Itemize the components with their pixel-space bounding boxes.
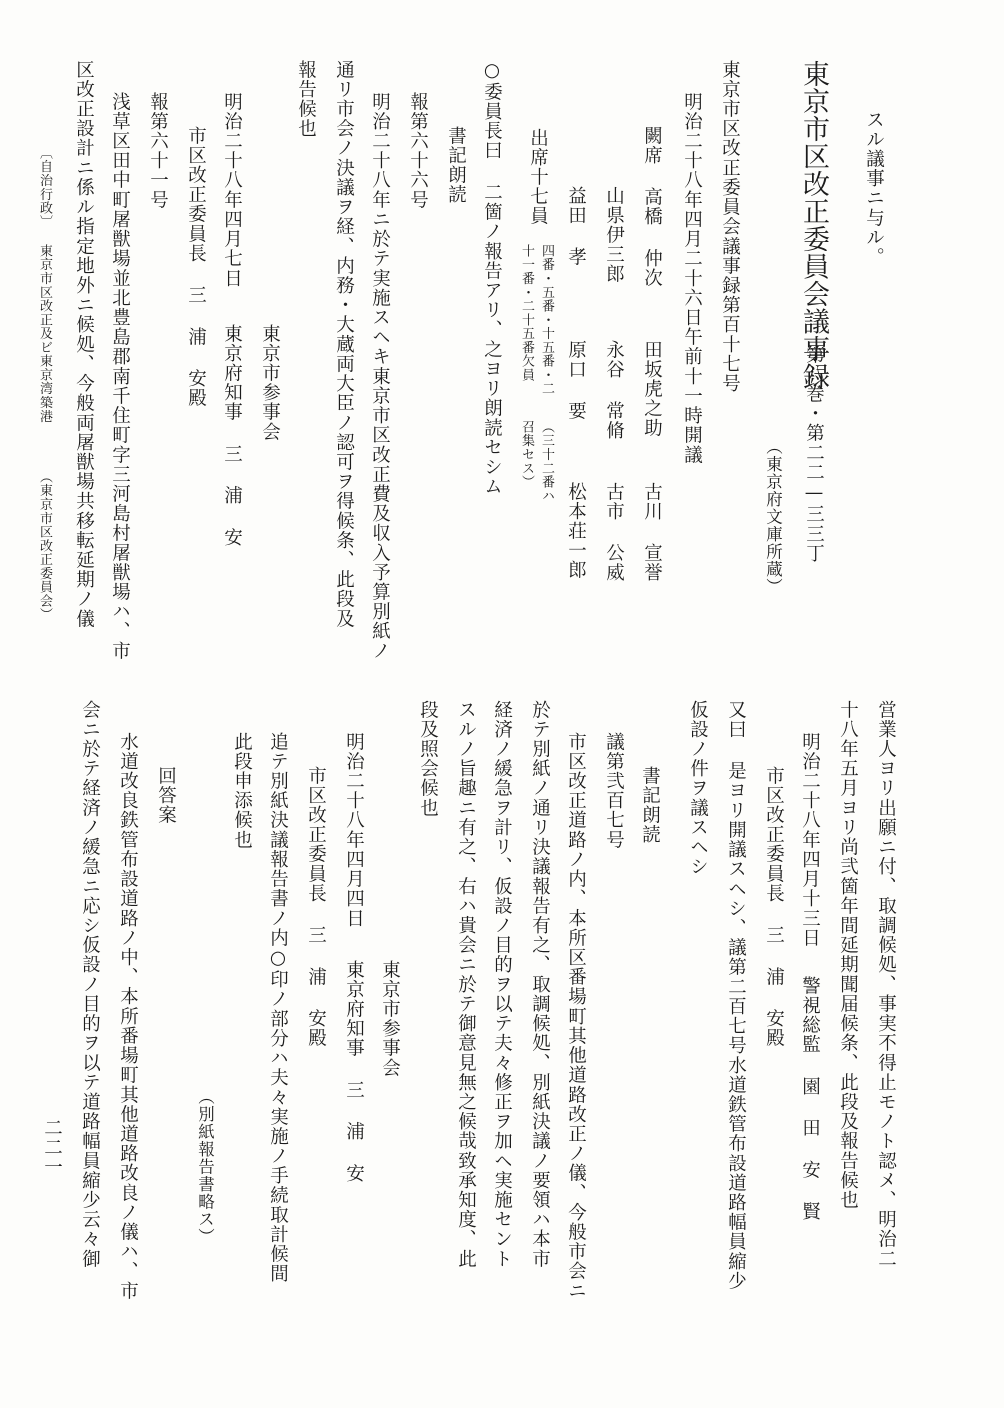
- report-66-governor: 東京府知事 三 浦 安: [221, 324, 243, 548]
- attendance-detail-1: 四番・五番・十五番・二: [539, 244, 554, 396]
- absent-member-1: 闕席 高橋 仲次: [641, 126, 663, 288]
- sender-2: 東京市参事会: [379, 960, 401, 1078]
- omitted-note: （別紙報告書略ス）: [195, 1088, 215, 1246]
- governor-2: 東京府知事 三 浦 安: [343, 960, 365, 1184]
- report-61-body-1: 浅草区田中町屠獣場並北豊島郡南千住町字三河島村屠獣場ハ、市: [109, 92, 131, 661]
- bill-body-4: スルノ旨趣ニ有之、右ハ貴会ニ於テ御意見無之候哉致承知度、此: [455, 700, 477, 1269]
- answer-label: 回答案: [155, 766, 177, 825]
- member-row2-1: 山県伊三郎: [603, 186, 625, 285]
- footer-subject: 東京市区改正及ビ東京湾築港: [37, 244, 52, 424]
- date-2: 明治二十八年四月四日: [343, 732, 365, 929]
- report-66-body-2: 通リ市会ノ決議ヲ経、内務・大蔵両大臣ノ認可ヲ得候条、此段及: [333, 60, 355, 629]
- member-row3-1: 益田 孝: [565, 186, 587, 267]
- member-row2-3: 古市 公威: [603, 482, 625, 583]
- report-66-date: 明治二十八年四月七日: [221, 92, 243, 289]
- member-row3-2: 原口 要: [565, 340, 587, 421]
- report-66-body-3: 報告候也: [295, 60, 317, 139]
- source-note: （東京府文庫所蔵）: [763, 438, 783, 596]
- lower-date-1: 明治二十八年四月十三日: [799, 732, 821, 948]
- page-number: 二二一: [41, 1118, 63, 1177]
- opening-time: 明治二十八年四月二十六日午前十一時開議: [681, 92, 703, 465]
- police-chief: 警視総監 園 田 安 賢: [799, 976, 821, 1222]
- reading-label: 書記朗読: [445, 126, 467, 205]
- chair-statement-2: 又曰 是ヨリ開議スヘシ、議第二百七号水道鉄管布設道路幅員縮少: [725, 700, 747, 1291]
- lower-line-1: 営業人ヨリ出願ニ付、取調候処、事実不得止モノト認メ、明治二: [875, 700, 897, 1269]
- report-61-body-2: 区改正設計ニ係ル指定地外ニ候処、今般両屠獣場共移転延期ノ儀: [73, 60, 95, 629]
- absent-member-2: 田坂虎之助: [641, 340, 663, 439]
- answer-line-2: 会ニ於テ経済ノ緩急ニ応シ仮設ノ目的ヲ以テ道路幅員縮少云々御: [79, 700, 101, 1269]
- volume-reference: 第八巻・第二二—三三丁: [803, 345, 825, 564]
- attendance-detail-2: 十一番・二十五番欠員: [519, 244, 534, 382]
- chair-statement: ○委員長曰 二箇ノ報告アリ、之ヨリ朗読セシム: [481, 60, 503, 497]
- footer-section: （東京市区改正委員会）: [37, 470, 52, 622]
- member-row2-2: 永谷 常脩: [603, 340, 625, 441]
- bill-body-1: 市区改正道路ノ内、本所区番場町其他道路改正ノ儀、今般市会ニ: [565, 732, 587, 1301]
- member-row3-3: 松本荘一郎: [565, 482, 587, 581]
- bill-title: 議第弐百七号: [603, 732, 625, 850]
- bill-body-2: 於テ別紙ノ通リ決議報告有之、取調候処、別紙決議ノ要領ハ本市: [529, 700, 551, 1269]
- attendance-note-1: （三十二番ハ: [539, 420, 554, 503]
- footer-series: 〔自治行政〕: [37, 146, 52, 229]
- postscript-1: 追テ別紙決議報告書ノ内○印ノ部分ハ夫々実施ノ手続取計候間: [267, 732, 289, 1284]
- lead-text: スル議事ニ与ル。: [863, 110, 885, 267]
- report-66-title: 報第六十六号: [407, 92, 429, 210]
- bill-body-5: 段及照会候也: [417, 700, 439, 818]
- answer-line-1: 水道改良鉄管布設道路ノ中、本所番場町其他道路改良ノ儀ハ、市: [117, 732, 139, 1301]
- record-number: 東京市区改正委員会議事録第百十七号: [719, 60, 741, 394]
- report-66-body-1: 明治二十八年ニ於テ実施スヘキ東京市区改正費及収入予算別紙ノ: [369, 92, 391, 661]
- lower-line-2: 十八年五月ヨリ尚弐箇年間延期聞届候条、此段及報告候也: [837, 700, 859, 1210]
- addressee-2: 市区改正委員長 三 浦 安殿: [305, 766, 327, 1049]
- report-66-sender: 東京市参事会: [259, 324, 281, 442]
- postscript-2: 此段申添候也: [231, 732, 253, 850]
- report-61-title: 報第六十一号: [147, 92, 169, 210]
- chair-statement-2-cont: 仮設ノ件ヲ議スヘシ: [687, 700, 709, 877]
- attendance-label: 出席十七員: [527, 128, 549, 227]
- lower-addressee-1: 市区改正委員長 三 浦 安殿: [763, 766, 785, 1049]
- document-title: 東京市区改正委員会議事録: [798, 60, 829, 391]
- report-66-addressee: 市区改正委員長 三 浦 安殿: [185, 126, 207, 409]
- reading-label-2: 書記朗読: [639, 766, 661, 845]
- bill-body-3: 経済ノ緩急ヲ計リ、仮設ノ目的ヲ以テ夫々修正ヲ加ヘ実施セント: [491, 700, 513, 1269]
- absent-member-3: 古川 宣誉: [641, 482, 663, 583]
- attendance-note-2: 召集セス）: [519, 420, 534, 489]
